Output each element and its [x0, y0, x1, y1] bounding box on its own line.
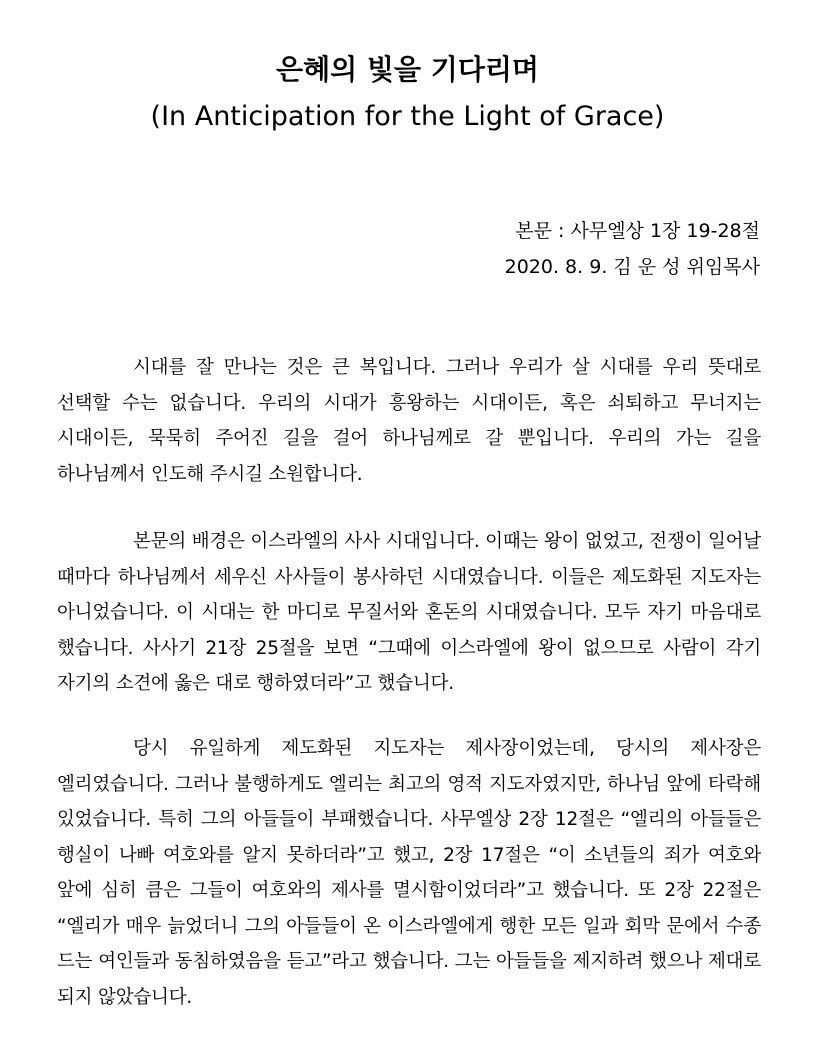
date-author: 2020. 8. 9. 김 운 성 위임목사 — [504, 256, 760, 278]
scripture-reference: 본문 : 사무엘상 1장 19-28절 — [515, 220, 760, 242]
paragraph-2: 본문의 배경은 이스라엘의 사사 시대입니다. 이때는 왕이 없었고, 전쟁이 일어날 때마다 하나님께서 세우신 사사들이 봉사하던 시대였습니다. 이들은 제도화된 지도자는 아니었습니다. 이 시대는 한 마디로 무질서와 혼돈의 시대였습니다. 모두 자기 마음대로 했습니다. 사사기 21장 25절을 보면 “그때에 이스라엘에 왕이 없으므로 사람이 각기 자기의 소견에 옳은 대로 행하였더라”고 했습니다. — [57, 531, 761, 694]
paragraph-1: 시대를 잘 만나는 것은 큰 복입니다. 그러나 우리가 살 시대를 우리 뜻대로 선택할 수는 없습니다. 우리의 시대가 흥왕하는 시대이든, 혹은 쇠퇴하고 무너지는 시대이든, 묵묵히 주어진 길을 걸어 하나님께로 갈 뿐입니다. 우리의 가는 길을 하나님께서 인도해 주시길 소원합니다. — [57, 357, 761, 485]
title-english: (In Anticipation for the Light of Grace) — [150, 101, 665, 132]
title-korean: 은혜의 빛을 기다리며 — [276, 53, 539, 86]
paragraph-3: 당시 유일하게 제도화된 지도자는 제사장이었는데, 당시의 제사장은 엘리였습니다. 그러나 불행하게도 엘리는 최고의 영적 지도자였지만, 하나님 앞에 타락해 있었습니다. 특히 그의 아들들이 부패했습니다. 사무엘상 2장 12절은 “엘리의 아들들은 행실이 나빠 여호와를 알지 못하더라”고 했고, 2장 17절은 “이 소년들의 죄가 여호와 앞에 심히 큼은 그들이 여호와의 제사를 멸시함이었더라”고 했습니다. 또 2장 22절은 “엘리가 매우 늙었더니 그의 아들들이 온 이스라엘에게 행한 모든 일과 회막 문에서 수종 드는 여인들과 동침하였음을 듣고”라고 했습니다. 그는 아들들을 제지하려 했으나 제대로 되지 않았습니다. — [57, 738, 761, 1008]
